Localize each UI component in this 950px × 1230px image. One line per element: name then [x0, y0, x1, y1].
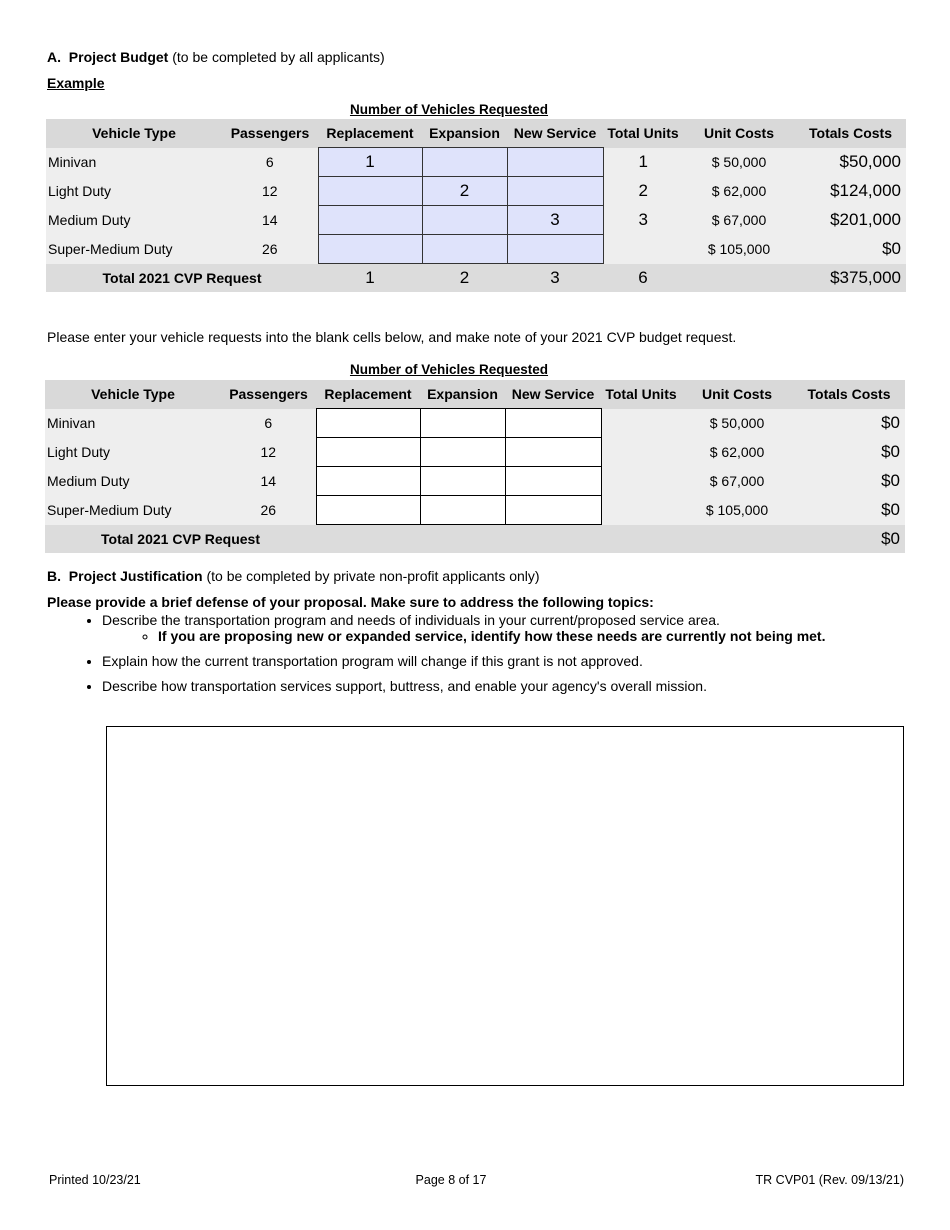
unit-cost: $ 67,000	[683, 206, 795, 235]
total-units	[601, 467, 681, 496]
section-b-heading	[47, 568, 540, 584]
new-service-input[interactable]	[505, 496, 601, 525]
passengers: 12	[221, 438, 316, 467]
unit-cost: $ 50,000	[681, 409, 793, 438]
expansion-cell	[422, 206, 507, 235]
table-row	[45, 409, 905, 438]
new-service-cell	[507, 235, 603, 264]
justification-textbox[interactable]	[106, 726, 904, 1086]
total-units	[601, 438, 681, 467]
example-label: Example	[47, 75, 105, 91]
new-service-cell	[507, 177, 603, 206]
total-units: 2	[603, 177, 683, 206]
total-cost: $50,000	[795, 148, 906, 177]
col-header: Unit Costs	[681, 380, 793, 409]
section-b-title: Project Justification	[68, 568, 203, 584]
total-cost: $0	[793, 409, 905, 438]
table-row	[46, 235, 906, 264]
example-table-caption: Number of Vehicles Requested	[349, 102, 549, 117]
total-new-service: 3	[507, 264, 603, 293]
topics-list	[68, 612, 922, 703]
col-header: Replacement	[318, 119, 422, 148]
total-cost: $0	[795, 235, 906, 264]
entry-table-caption: Number of Vehicles Requested	[349, 362, 549, 377]
new-service-cell: 3	[507, 206, 603, 235]
unit-cost: $ 105,000	[683, 235, 795, 264]
total-units	[601, 496, 681, 525]
passengers: 14	[221, 467, 316, 496]
table-row	[46, 148, 906, 177]
expansion-cell: 2	[422, 177, 507, 206]
vehicle-type: Light Duty	[45, 438, 221, 467]
col-header: Totals Costs	[795, 119, 906, 148]
total-units: 3	[603, 206, 683, 235]
sub-list-item: ◦ If you are proposing new or expanded service, identify how these needs are currently not being met.	[158, 628, 922, 644]
table-row	[45, 438, 905, 467]
replacement-cell	[318, 177, 422, 206]
unit-cost: $ 62,000	[681, 438, 793, 467]
total-cost: $0	[793, 525, 905, 554]
col-header: Passengers	[222, 119, 318, 148]
printed-date: Printed 10/23/21	[49, 1173, 141, 1187]
passengers: 12	[222, 177, 318, 206]
topic-text: Describe the transportation program and needs of individuals in your current/proposed service area.	[102, 612, 720, 628]
section-a-title: Project Budget	[68, 49, 169, 65]
unit-cost: $ 105,000	[681, 496, 793, 525]
table-row	[45, 467, 905, 496]
passengers: 26	[221, 496, 316, 525]
expansion-input[interactable]	[420, 409, 505, 438]
col-header: Total Units	[601, 380, 681, 409]
total-label: Total 2021 CVP Request	[46, 264, 318, 293]
new-service-input[interactable]	[505, 438, 601, 467]
unit-cost: $ 67,000	[681, 467, 793, 496]
list-item: • Describe how transportation services support, buttress, and enable your agency's overall mission.	[102, 678, 922, 694]
section-a-note: (to be completed by all applicants)	[172, 49, 385, 65]
list-item	[102, 612, 922, 644]
example-budget-table	[46, 119, 907, 292]
expansion-input[interactable]	[420, 496, 505, 525]
expansion-cell	[422, 148, 507, 177]
page-number: Page 8 of 17	[415, 1173, 487, 1187]
replacement-cell: 1	[318, 148, 422, 177]
total-replacement: 1	[318, 264, 422, 293]
section-a-letter: A.	[47, 49, 61, 65]
passengers: 6	[222, 148, 318, 177]
col-header: Vehicle Type	[46, 119, 222, 148]
replacement-input[interactable]	[316, 467, 420, 496]
replacement-input[interactable]	[316, 496, 420, 525]
expansion-input[interactable]	[420, 467, 505, 496]
new-service-cell	[507, 148, 603, 177]
col-header: New Service	[507, 119, 603, 148]
table-row	[45, 496, 905, 525]
unit-cost: $ 62,000	[683, 177, 795, 206]
total-expansion: 2	[422, 264, 507, 293]
section-a-heading	[47, 49, 385, 65]
col-header: Totals Costs	[793, 380, 905, 409]
total-label: Total 2021 CVP Request	[45, 525, 316, 554]
total-units	[603, 235, 683, 264]
replacement-input[interactable]	[316, 409, 420, 438]
replacement-cell	[318, 206, 422, 235]
vehicle-type: Super-Medium Duty	[46, 235, 222, 264]
total-units: 1	[603, 148, 683, 177]
total-row	[46, 264, 906, 293]
passengers: 14	[222, 206, 318, 235]
new-service-input[interactable]	[505, 467, 601, 496]
vehicle-type: Light Duty	[46, 177, 222, 206]
total-cost: $375,000	[795, 264, 906, 293]
col-header: Total Units	[603, 119, 683, 148]
total-cost: $0	[793, 467, 905, 496]
vehicle-type: Minivan	[45, 409, 221, 438]
vehicle-type: Medium Duty	[46, 206, 222, 235]
col-header: Expansion	[422, 119, 507, 148]
col-header: Vehicle Type	[45, 380, 221, 409]
replacement-input[interactable]	[316, 438, 420, 467]
passengers: 6	[221, 409, 316, 438]
defense-prompt: Please provide a brief defense of your proposal. Make sure to address the following topics:	[47, 594, 654, 610]
total-cost: $0	[793, 496, 905, 525]
instruction-text: Please enter your vehicle requests into the blank cells below, and make note of your 2021 CVP budget request.	[47, 329, 737, 345]
col-header: New Service	[505, 380, 601, 409]
table-row	[46, 206, 906, 235]
col-header: Expansion	[420, 380, 505, 409]
section-b-note: (to be completed by private non-profit applicants only)	[206, 568, 540, 584]
section-b-letter: B.	[47, 568, 61, 584]
new-service-input[interactable]	[505, 409, 601, 438]
col-header: Unit Costs	[683, 119, 795, 148]
form-id: TR CVP01 (Rev. 09/13/21)	[755, 1173, 904, 1187]
total-units	[601, 409, 681, 438]
col-header: Replacement	[316, 380, 420, 409]
list-item: • Explain how the current transportation program will change if this grant is not approved.	[102, 653, 922, 669]
expansion-cell	[422, 235, 507, 264]
vehicle-type: Medium Duty	[45, 467, 221, 496]
expansion-input[interactable]	[420, 438, 505, 467]
vehicle-type: Minivan	[46, 148, 222, 177]
entry-budget-table	[45, 380, 905, 553]
passengers: 26	[222, 235, 318, 264]
total-row	[45, 525, 905, 554]
unit-cost: $ 50,000	[683, 148, 795, 177]
replacement-cell	[318, 235, 422, 264]
col-header: Passengers	[221, 380, 316, 409]
total-cost: $124,000	[795, 177, 906, 206]
total-cost: $201,000	[795, 206, 906, 235]
table-row	[46, 177, 906, 206]
total-units: 6	[603, 264, 683, 293]
vehicle-type: Super-Medium Duty	[45, 496, 221, 525]
total-cost: $0	[793, 438, 905, 467]
